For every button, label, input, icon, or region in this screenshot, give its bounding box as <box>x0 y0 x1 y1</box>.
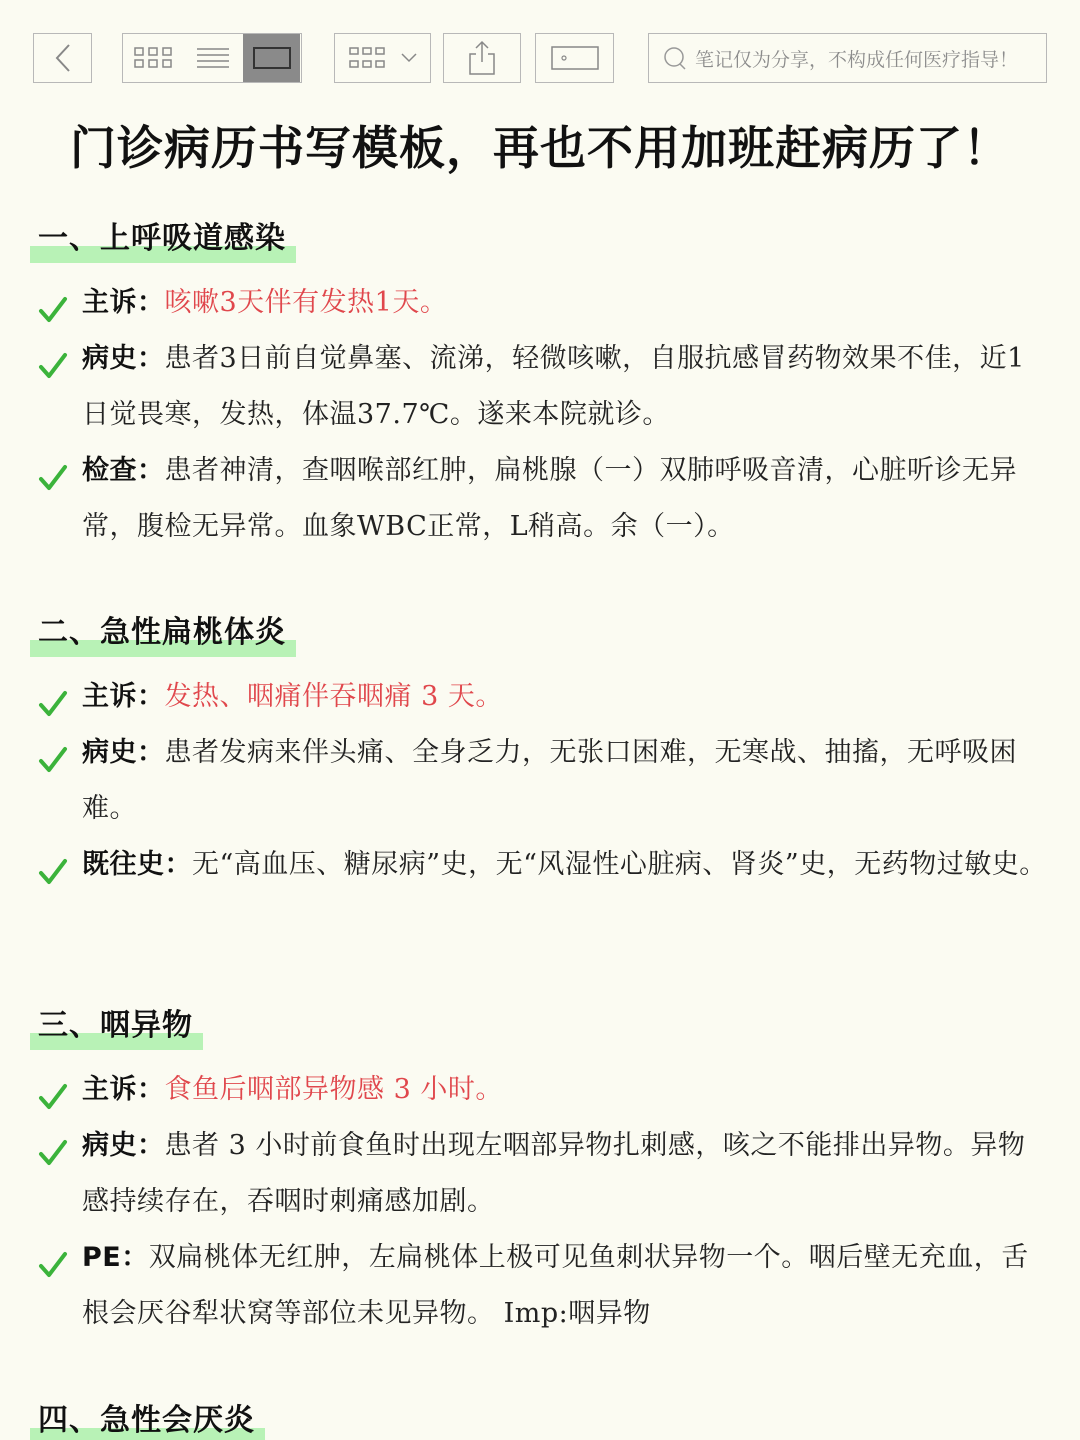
list-item <box>38 331 1048 443</box>
section-title <box>38 607 286 651</box>
thumbnail-grid-icon <box>348 46 386 70</box>
item-body <box>82 1062 1048 1118</box>
single-view-button[interactable] <box>243 34 300 82</box>
item-body <box>82 1118 1048 1230</box>
item-label: 病史： <box>82 737 165 768</box>
section-title <box>38 1395 255 1439</box>
item-label: 主诉： <box>82 681 165 712</box>
view-mode-switcher <box>122 33 302 83</box>
section-title <box>38 1000 193 1044</box>
search-field[interactable] <box>648 33 1047 83</box>
checkmark-icon <box>38 457 68 487</box>
item-body <box>82 669 1048 725</box>
list-item <box>38 837 1048 893</box>
checkmark-icon <box>38 289 68 319</box>
checkmark-icon <box>38 683 68 713</box>
checkmark-icon <box>38 1076 68 1106</box>
checkmark-icon <box>38 851 68 881</box>
list-item <box>38 669 1048 725</box>
checkmark-icon <box>38 1244 68 1274</box>
grid-icon <box>133 46 173 70</box>
section-title-text: 三、咽异物 <box>38 1008 193 1043</box>
list-item <box>38 1230 1048 1342</box>
page-icon <box>252 46 292 70</box>
list-icon <box>196 47 230 69</box>
list-item <box>38 1062 1048 1118</box>
item-label: 主诉： <box>82 287 165 318</box>
item-text: 咳嗽3天伴有发热1天。 <box>164 287 448 318</box>
search-icon <box>663 46 687 70</box>
grid-view-button[interactable] <box>123 34 183 82</box>
item-label: PE： <box>82 1242 149 1273</box>
item-label: 既往史： <box>82 849 192 880</box>
item-text: 患者神清，查咽喉部红肿，扁桃腺（一）双肺呼吸音清，心脏听诊无异常，腹检无异常。血象WBC正常，L稍高。余（一）。 <box>82 455 1017 542</box>
list-item <box>38 725 1048 837</box>
checkmark-icon <box>38 1132 68 1162</box>
item-text: 双扁桃体无红肿，左扁桃体上极可见鱼刺状异物一个。咽后壁无充血，舌根会厌谷犁状窝等部位未见异物。 Imp:咽异物 <box>82 1242 1029 1329</box>
list-item <box>38 275 1048 331</box>
item-text: 患者 3 小时前食鱼时出现左咽部异物扎刺感，咳之不能排出异物。异物感持续存在，吞咽时刺痛感加剧。 <box>82 1130 1026 1217</box>
chevron-left-icon <box>54 43 72 73</box>
item-label: 病史： <box>82 1130 165 1161</box>
item-label: 病史： <box>82 343 165 374</box>
frame-icon <box>550 45 600 71</box>
item-text: 食鱼后咽部异物感 3 小时。 <box>164 1074 503 1105</box>
section-title-text: 二、急性扁桃体炎 <box>38 615 286 650</box>
fullscreen-button[interactable] <box>535 33 614 83</box>
item-body <box>82 331 1048 443</box>
item-body <box>82 725 1048 837</box>
item-text: 无“高血压、糖尿病”史，无“风湿性心脏病、肾炎”史，无药物过敏史。 <box>192 849 1047 880</box>
item-text: 患者3日前自觉鼻塞、流涕，轻微咳嗽，自服抗感冒药物效果不佳，近1日觉畏寒，发热，体温37.7℃。遂来本院就诊。 <box>82 343 1025 430</box>
item-body <box>82 443 1048 555</box>
toolbar <box>33 33 1047 83</box>
page-title: 门诊病历书写模板，再也不用加班赶病历了！ <box>70 121 1010 175</box>
item-text: 发热、咽痛伴吞咽痛 3 天。 <box>164 681 503 712</box>
checkmark-icon <box>38 739 68 769</box>
list-item <box>38 443 1048 555</box>
section-title-text: 一、上呼吸道感染 <box>38 221 286 256</box>
layout-dropdown[interactable] <box>334 33 431 83</box>
item-body <box>82 1230 1048 1342</box>
list-view-button[interactable] <box>183 34 243 82</box>
checkmark-icon <box>38 345 68 375</box>
share-icon <box>468 40 496 76</box>
search-placeholder: 笔记仅为分享，不构成任何医疗指导！ <box>695 48 1019 71</box>
item-body <box>82 837 1048 893</box>
item-text: 患者发病来伴头痛、全身乏力，无张口困难，无寒战、抽搐，无呼吸困难。 <box>82 737 1017 824</box>
section-title <box>38 213 286 257</box>
item-body <box>82 275 1048 331</box>
item-label: 检查： <box>82 455 165 486</box>
chevron-down-icon <box>400 52 418 64</box>
share-button[interactable] <box>443 33 521 83</box>
list-item <box>38 1118 1048 1230</box>
back-button[interactable] <box>33 33 92 83</box>
item-label: 主诉： <box>82 1074 165 1105</box>
section-title-text: 四、急性会厌炎 <box>38 1403 255 1438</box>
